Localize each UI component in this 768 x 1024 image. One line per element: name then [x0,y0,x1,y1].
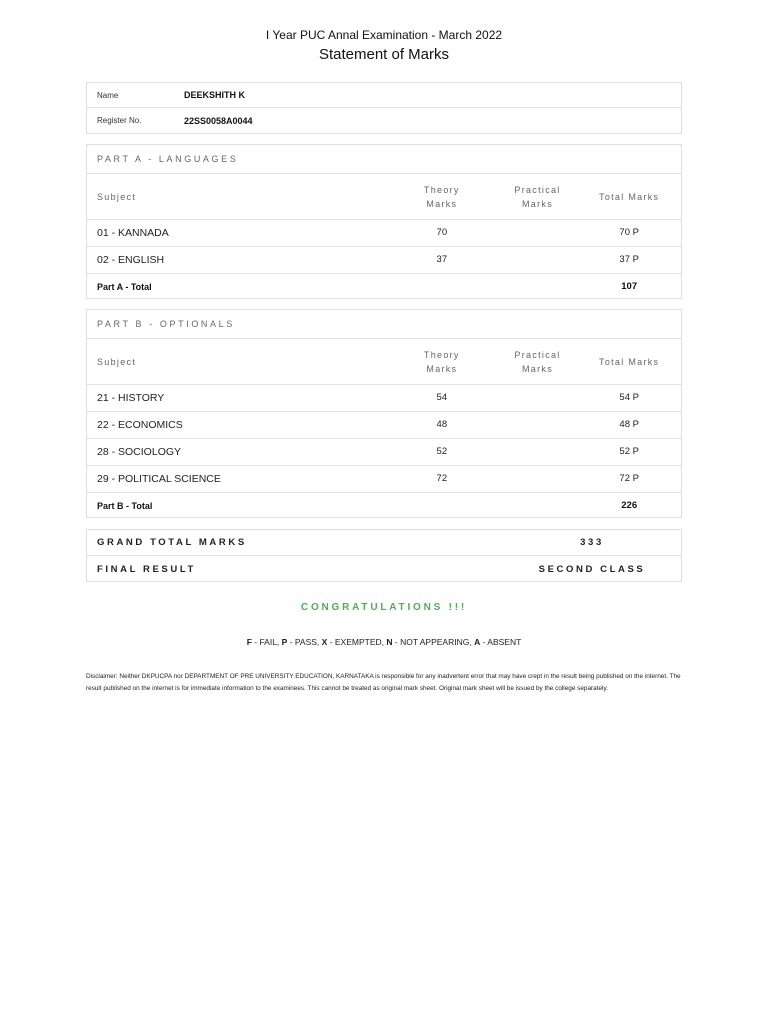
name-value: DEEKSHITH K [184,90,246,100]
page-header [0,0,768,66]
candidate-info-table [86,82,682,134]
subject-name: 29 - POLITICAL SCIENCE [97,473,221,485]
legend-code-exempted: X [321,637,328,647]
final-result-value: SECOND CLASS [538,563,646,575]
final-result-label: FINAL RESULT [97,563,196,575]
practical-marks-column-header [498,183,578,211]
table-row [87,385,681,412]
part-b-total-row [87,493,681,518]
part-a-total-label: Part A - Total [97,281,152,292]
final-result-row [87,556,681,582]
name-row [87,83,681,108]
grand-total-row [87,530,681,556]
register-number-value: 22SS0058A0044 [184,115,253,126]
legend-text-pass: - PASS, [287,637,322,647]
practical-header-line2: Marks [522,363,553,374]
legend-code-not-appearing: N [386,637,393,647]
result-summary-table [86,529,682,582]
part-b-total-value: 226 [621,499,638,511]
total-marks-column-header: Total Marks [599,191,660,202]
total-marks: 52 P [619,446,639,457]
legend-text-absent: - ABSENT [480,637,522,647]
congratulations-message: CONGRATULATIONS !!! [300,602,468,613]
subject-name: 22 - ECONOMICS [97,419,183,431]
theory-marks: 37 [436,254,448,265]
part-b-column-headers [87,339,681,385]
theory-header-line2: Marks [426,363,458,374]
theory-marks: 72 [436,473,448,484]
register-number-row [87,108,681,133]
table-row [87,466,681,493]
total-marks: 48 P [619,419,639,430]
document-title: Statement of Marks [318,46,450,63]
theory-header-line2: Marks [426,198,458,209]
result-code-legend [0,637,768,647]
part-a-title: PART A - LANGUAGES [87,145,681,174]
part-a-column-headers [87,174,681,220]
theory-marks: 52 [436,446,448,457]
subject-column-header: Subject [97,356,137,367]
table-row [87,439,681,466]
total-marks: 37 P [619,254,639,265]
practical-header-line1: Practical [514,349,561,360]
subject-name: 02 - ENGLISH [97,254,165,266]
legend-code-pass: P [281,637,288,647]
total-marks: 54 P [619,392,639,403]
practical-marks-column-header [498,348,578,376]
legend-text-not-appearing: - NOT APPEARING, [392,637,475,647]
table-row [87,220,681,247]
subject-column-header: Subject [97,191,137,202]
theory-marks-column-header [386,183,498,211]
table-row [87,247,681,274]
legend-text-exempted: - EXEMPTED, [327,637,387,647]
part-b-total-label: Part B - Total [97,500,153,511]
legend-text-fail: - FAIL, [251,637,282,647]
theory-marks-column-header [386,348,498,376]
total-marks: 70 P [619,227,639,238]
legend-code-fail: F [246,637,252,647]
grand-total-label: GRAND TOTAL MARKS [97,537,247,548]
part-a-total-value: 107 [621,280,638,292]
subject-name: 01 - KANNADA [97,227,169,239]
part-b-title: PART B - OPTIONALS [87,310,681,339]
part-a-total-row [87,274,681,299]
name-label: Name [97,90,119,100]
exam-title: I Year PUC Annal Examination - March 2022 [265,28,503,42]
legend-code-absent: A [474,637,481,647]
practical-header-line1: Practical [514,184,561,195]
register-number-label: Register No. [97,116,142,125]
subject-name: 21 - HISTORY [97,392,165,404]
disclaimer-text: Disclaimer: Neither DKPUCPA nor DEPARTMENT OF PRE UNIVERSITY EDUCATION, KARNATAKA is responsible for any inadvertent error that may have crept in the result being published on the internet. The result published on the internet is for immediate information to the examinees. This cannot be treated as original mark sheet. Original mark sheet will be issued by the college separately. [86,673,681,692]
theory-header-line1: Theory [423,349,460,360]
grand-total-value: 333 [580,537,604,548]
table-row [87,412,681,439]
part-b-table [86,309,682,518]
theory-marks: 54 [436,392,448,403]
total-marks: 72 P [619,473,639,484]
subject-name: 28 - SOCIOLOGY [97,446,182,458]
total-marks-column-header: Total Marks [599,356,660,367]
practical-header-line2: Marks [522,198,553,209]
theory-header-line1: Theory [423,184,460,195]
theory-marks: 48 [436,419,448,430]
part-a-table [86,144,682,299]
theory-marks: 70 [436,227,448,238]
